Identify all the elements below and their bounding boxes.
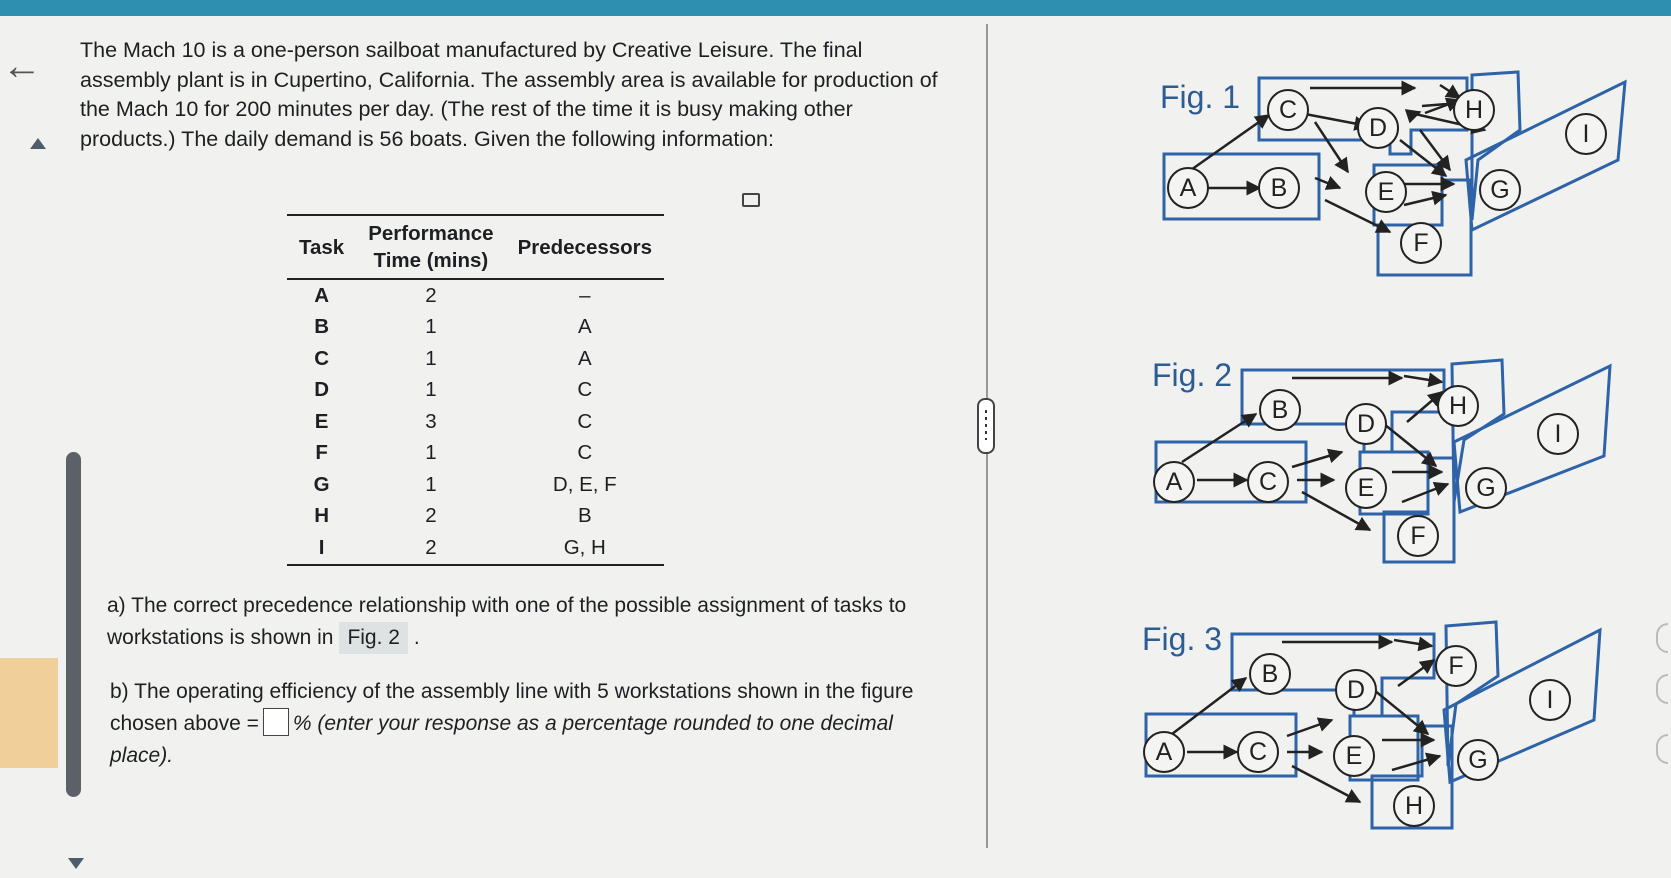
scrollbar-thumb[interactable] [66, 452, 81, 797]
fig2-node-d [1346, 404, 1386, 444]
efficiency-input[interactable] [263, 708, 289, 736]
time-cell: 1 [425, 441, 437, 465]
fig2-node-h [1438, 386, 1478, 426]
svg-text:H: H [1464, 96, 1484, 124]
svg-text:C: C [1248, 738, 1268, 766]
task-cell: E [314, 409, 329, 433]
svg-text:B: B [1270, 174, 1288, 202]
fig2-node-i [1538, 414, 1578, 454]
edge-control-3[interactable] [1656, 734, 1668, 764]
fig3-title: Fig. 3 [1142, 621, 1223, 657]
pred-cell: A [577, 346, 592, 370]
task-cell: C [314, 346, 330, 370]
time-cell: 2 [425, 283, 437, 307]
fig1-node-h [1454, 90, 1494, 130]
fig3-node-e [1334, 736, 1374, 776]
pred-cell: D, E, F [552, 472, 617, 496]
table-row [287, 406, 664, 438]
table-row [287, 312, 664, 344]
fig3-node-c [1238, 732, 1278, 772]
svg-text:D: D [1346, 676, 1366, 704]
pred-cell: C [577, 409, 593, 433]
fig3-node-g [1458, 740, 1498, 780]
fig3-node-h [1394, 786, 1434, 826]
fig3-node-i [1530, 680, 1570, 720]
svg-text:G: G [1476, 474, 1496, 502]
fig1-node-b [1259, 168, 1299, 208]
back-arrow-icon[interactable]: ← [2, 44, 42, 88]
figure-3[interactable] [1142, 616, 1612, 831]
scroll-up-icon[interactable] [30, 138, 46, 149]
svg-text:E: E [1357, 474, 1375, 502]
svg-text:D: D [1356, 410, 1376, 438]
svg-text:G: G [1468, 746, 1488, 774]
pred-cell: C [577, 378, 593, 402]
pred-cell: B [577, 504, 592, 528]
svg-text:I: I [1554, 420, 1562, 448]
resize-handle[interactable] [977, 398, 995, 454]
table-row [287, 438, 664, 470]
task-cell: D [314, 378, 330, 402]
scroll-down-icon[interactable] [68, 858, 84, 869]
fig3-node-b [1250, 654, 1290, 694]
pred-cell: C [577, 441, 593, 465]
fig2-node-c [1248, 462, 1288, 502]
task-cell: G [313, 472, 330, 496]
svg-text:A: A [1165, 468, 1183, 496]
table-row [287, 501, 664, 533]
svg-text:H: H [1448, 392, 1468, 420]
fig1-node-a [1168, 168, 1208, 208]
fig1-node-g [1480, 170, 1520, 210]
svg-text:F: F [1413, 229, 1429, 257]
col-pred: Predecessors [517, 235, 653, 259]
figure-1[interactable] [1160, 70, 1630, 290]
svg-text:G: G [1490, 176, 1510, 204]
fig1-node-f [1401, 223, 1441, 263]
svg-text:B: B [1261, 660, 1279, 688]
time-cell: 1 [425, 472, 437, 496]
time-cell: 3 [425, 409, 437, 433]
svg-text:B: B [1271, 396, 1289, 424]
table-header-row [287, 215, 664, 279]
svg-text:I: I [1582, 120, 1590, 148]
svg-text:I: I [1546, 686, 1554, 714]
fig3-node-a [1144, 732, 1184, 772]
fig1-title: Fig. 1 [1160, 79, 1241, 115]
fig2-node-f [1398, 516, 1438, 556]
time-cell: 1 [425, 378, 437, 402]
fig1-node-e [1366, 172, 1406, 212]
svg-text:A: A [1155, 738, 1173, 766]
svg-text:C: C [1258, 468, 1278, 496]
table-row [287, 469, 664, 501]
table-expand-icon[interactable] [742, 193, 760, 207]
table-row [287, 375, 664, 407]
pred-cell: – [579, 283, 591, 307]
fig-answer-select[interactable]: Fig. 2 [339, 622, 408, 654]
time-cell: 2 [425, 535, 437, 559]
problem-statement: The Mach 10 is a one-person sailboat manufactured by Creative Leisure. The final assembly plant is in Cupertino, California. The assembly area is available for production of the Mach 10 for 200 minutes per day. (The rest of the time it is busy making other products.) The daily demand is 56 boats. Given the following information: [80, 38, 938, 151]
fig2-node-e [1346, 468, 1386, 508]
svg-text:F: F [1410, 522, 1426, 550]
fig3-node-d [1336, 670, 1376, 710]
task-cell: I [318, 535, 325, 559]
top-bar [0, 0, 1671, 16]
svg-text:E: E [1377, 178, 1395, 206]
fig2-node-b [1260, 390, 1300, 430]
fig2-title: Fig. 2 [1152, 357, 1233, 393]
question-b: b) The operating efficiency of the assembly line with 5 workstations shown in the figure chosen above = % (enter your response as a percentage rounded to one decimal place). [110, 680, 914, 767]
task-cell: F [315, 441, 328, 465]
svg-text:D: D [1368, 114, 1388, 142]
task-cell: B [314, 315, 330, 339]
task-cell: A [314, 283, 330, 307]
svg-text:F: F [1448, 652, 1464, 680]
table-row [287, 279, 664, 312]
question-a: a) The correct precedence relationship with one of the possible assignment of tasks to workstations is shown in Fig. 2 . [107, 590, 947, 654]
pred-cell: G, H [563, 535, 606, 559]
fig1-node-i [1566, 114, 1606, 154]
side-panel-tab[interactable] [0, 658, 58, 768]
col-time: Performance Time (mins) [368, 222, 494, 272]
svg-text:A: A [1179, 174, 1197, 202]
time-cell: 1 [425, 315, 437, 339]
svg-text:E: E [1345, 742, 1363, 770]
table-row [287, 343, 664, 375]
svg-text:C: C [1278, 96, 1298, 124]
task-cell: H [314, 504, 330, 528]
fig1-node-c [1268, 90, 1308, 130]
edge-control-2[interactable] [1656, 674, 1668, 704]
col-task: Task [299, 235, 345, 259]
table-row [287, 532, 664, 565]
fig3-node-f [1436, 646, 1476, 686]
figure-2[interactable] [1152, 352, 1622, 562]
fig1-node-d [1358, 108, 1398, 148]
task-table [287, 214, 664, 566]
fig2-node-g [1466, 468, 1506, 508]
fig2-node-a [1154, 462, 1194, 502]
time-cell: 1 [425, 346, 437, 370]
svg-text:H: H [1404, 792, 1424, 820]
edge-control-1[interactable] [1656, 623, 1668, 653]
time-cell: 2 [425, 504, 437, 528]
pred-cell: A [577, 315, 592, 339]
